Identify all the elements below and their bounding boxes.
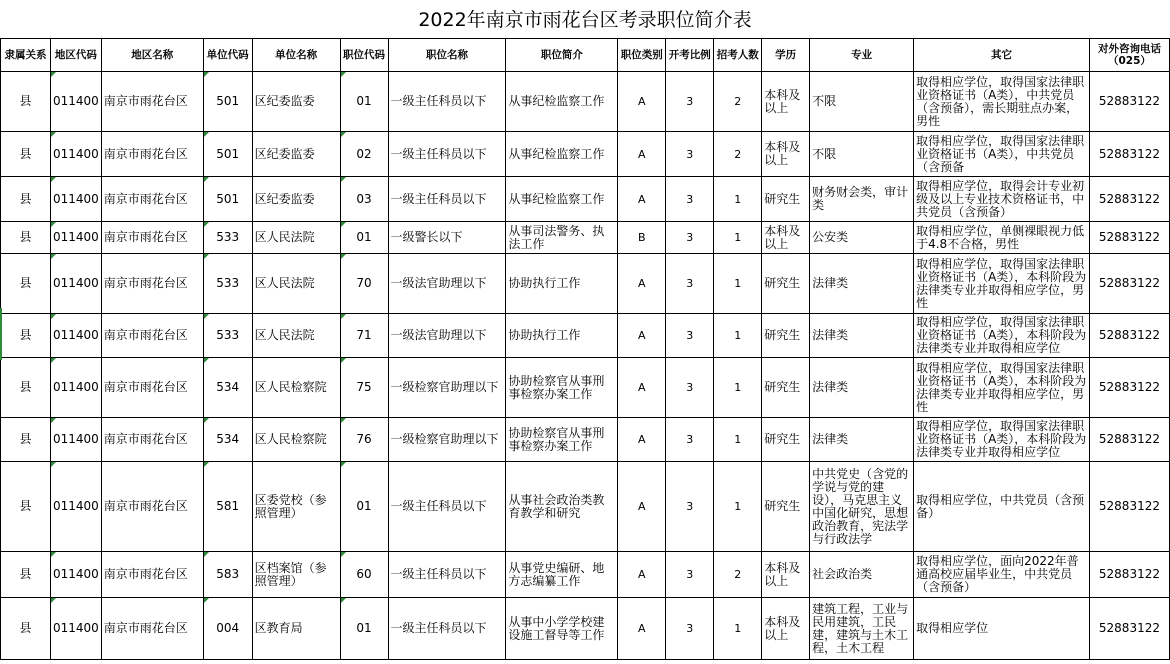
table-cell[interactable]: 011400 <box>50 552 101 598</box>
table-cell[interactable]: 3 <box>666 598 714 660</box>
row-selection-marker <box>0 308 2 360</box>
table-cell[interactable]: 52883122 <box>1089 598 1169 660</box>
table-cell[interactable]: 区人民检察院 <box>252 418 340 462</box>
table-cell[interactable]: 公安类 <box>810 222 914 254</box>
column-header[interactable]: 职位简介 <box>506 39 618 72</box>
table-cell[interactable]: 研究生 <box>762 254 810 314</box>
table-cell[interactable]: 从事司法警务、执法工作 <box>506 222 618 254</box>
table-cell[interactable]: 县 <box>1 552 51 598</box>
table-cell[interactable]: 县 <box>1 72 51 132</box>
table-cell[interactable]: 县 <box>1 462 51 552</box>
table-cell[interactable]: 区纪委监委 <box>252 177 340 222</box>
table-cell[interactable]: 法律类 <box>810 314 914 358</box>
table-cell[interactable]: 2 <box>714 552 762 598</box>
table-cell[interactable]: 533 <box>203 314 252 358</box>
column-header[interactable]: 其它 <box>914 39 1090 72</box>
table-cell[interactable]: 501 <box>203 72 252 132</box>
table-cell[interactable]: 52883122 <box>1089 222 1169 254</box>
table-cell[interactable]: 县 <box>1 254 51 314</box>
table-cell[interactable]: 南京市雨花台区 <box>101 358 203 418</box>
table-cell[interactable]: 2 <box>714 72 762 132</box>
column-header[interactable]: 招考人数 <box>714 39 762 72</box>
table-cell[interactable]: A <box>618 552 666 598</box>
table-cell[interactable]: 52883122 <box>1089 552 1169 598</box>
column-header[interactable]: 单位代码 <box>203 39 252 72</box>
table-cell[interactable]: 011400 <box>50 72 101 132</box>
table-cell[interactable]: 取得相应学位，中共党员（含预备） <box>914 462 1090 552</box>
table-cell[interactable]: 研究生 <box>762 418 810 462</box>
table-cell[interactable]: 取得相应学位，取得国家法律职业资格证书（A类），中共党员（含预备），需长期驻点办案，男性 <box>914 72 1090 132</box>
table-cell[interactable]: 取得相应学位，取得国家法律职业资格证书（A类），本科阶段为法律类专业并取得相应学位 <box>914 418 1090 462</box>
column-header[interactable]: 专业 <box>810 39 914 72</box>
column-header[interactable]: 对外咨询电话（025） <box>1089 39 1169 72</box>
table-cell[interactable]: 一级主任科员以下 <box>388 462 506 552</box>
table-cell[interactable]: 南京市雨花台区 <box>101 177 203 222</box>
table-cell[interactable]: 协助执行工作 <box>506 254 618 314</box>
table-body <box>1 72 1170 660</box>
table-row <box>1 314 1170 358</box>
table-cell[interactable]: A <box>618 418 666 462</box>
table-cell[interactable]: 534 <box>203 418 252 462</box>
table-cell[interactable]: 法律类 <box>810 358 914 418</box>
table-cell[interactable]: 区档案馆（参照管理） <box>252 552 340 598</box>
table-cell[interactable]: 建筑工程，工业与民用建筑，工民建，建筑与土木工程，土木工程 <box>810 598 914 660</box>
table-cell[interactable]: 南京市雨花台区 <box>101 72 203 132</box>
table-cell[interactable]: 3 <box>666 418 714 462</box>
table-cell[interactable]: 法律类 <box>810 418 914 462</box>
table-cell[interactable]: 011400 <box>50 254 101 314</box>
table-cell[interactable]: 52883122 <box>1089 177 1169 222</box>
table-cell[interactable]: A <box>618 177 666 222</box>
table-cell[interactable]: 一级检察官助理以下 <box>388 418 506 462</box>
table-cell[interactable]: 财务财会类，审计类 <box>810 177 914 222</box>
table-cell[interactable]: 3 <box>666 314 714 358</box>
table-cell[interactable]: 从事纪检监察工作 <box>506 132 618 177</box>
table-cell[interactable]: 2 <box>714 132 762 177</box>
table-cell[interactable]: 取得相应学位，取得国家法律职业资格证书（A类），本科阶段为法律类专业并取得相应学位，男性 <box>914 254 1090 314</box>
table-cell[interactable]: 533 <box>203 254 252 314</box>
table-cell[interactable]: 3 <box>666 254 714 314</box>
table-cell[interactable]: 南京市雨花台区 <box>101 222 203 254</box>
table-row <box>1 598 1170 660</box>
table-cell[interactable]: 本科及以上 <box>762 552 810 598</box>
table-cell[interactable]: 一级法官助理以下 <box>388 254 506 314</box>
table-cell[interactable]: 取得相应学位，单侧裸眼视力低于4.8不合格，男性 <box>914 222 1090 254</box>
header-row <box>1 39 1170 72</box>
table-cell[interactable]: 本科及以上 <box>762 132 810 177</box>
table-cell[interactable]: 取得相应学位，取得国家法律职业资格证书（A类），本科阶段为法律类专业并取得相应学位 <box>914 314 1090 358</box>
table-cell[interactable]: 011400 <box>50 598 101 660</box>
table-cell[interactable]: 取得相应学位，面向2022年普通高校应届毕业生，中共党员（含预备） <box>914 552 1090 598</box>
table-cell[interactable]: 县 <box>1 314 51 358</box>
table-cell[interactable]: 研究生 <box>762 177 810 222</box>
table-cell[interactable]: 76 <box>340 418 388 462</box>
table-cell[interactable]: 县 <box>1 598 51 660</box>
table-cell[interactable]: 协助检察官从事刑事检察办案工作 <box>506 418 618 462</box>
table-cell[interactable]: 583 <box>203 552 252 598</box>
table-cell[interactable]: 取得相应学位 <box>914 598 1090 660</box>
table-row <box>1 418 1170 462</box>
table-cell[interactable]: 南京市雨花台区 <box>101 598 203 660</box>
table-cell[interactable]: 一级主任科员以下 <box>388 598 506 660</box>
table-cell[interactable]: 011400 <box>50 462 101 552</box>
table-cell[interactable]: 取得相应学位，取得国家法律职业资格证书（A类），本科阶段为法律类专业并取得相应学位，男性 <box>914 358 1090 418</box>
table-cell[interactable]: 本科及以上 <box>762 598 810 660</box>
column-header[interactable]: 地区代码 <box>50 39 101 72</box>
table-cell[interactable]: 1 <box>714 418 762 462</box>
table-cell[interactable]: 01 <box>340 598 388 660</box>
table-row <box>1 177 1170 222</box>
table-cell[interactable]: 501 <box>203 177 252 222</box>
table-cell[interactable]: A <box>618 462 666 552</box>
table-cell[interactable]: B <box>618 222 666 254</box>
table-cell[interactable]: 区人民法院 <box>252 222 340 254</box>
table-cell[interactable]: 中共党史（含党的学说与党的建设），马克思主义中国化研究，思想政治教育，宪法学与行政法学 <box>810 462 914 552</box>
table-cell[interactable]: 52883122 <box>1089 132 1169 177</box>
table-cell[interactable]: 区教育局 <box>252 598 340 660</box>
table-cell[interactable]: 52883122 <box>1089 314 1169 358</box>
table-row <box>1 552 1170 598</box>
table-cell[interactable]: 1 <box>714 222 762 254</box>
table-cell[interactable]: A <box>618 598 666 660</box>
table-cell[interactable]: 本科及以上 <box>762 72 810 132</box>
table-row <box>1 132 1170 177</box>
table-row <box>1 462 1170 552</box>
table-cell[interactable]: A <box>618 72 666 132</box>
table-cell[interactable]: 52883122 <box>1089 462 1169 552</box>
table-cell[interactable]: 南京市雨花台区 <box>101 462 203 552</box>
table-cell[interactable]: 1 <box>714 177 762 222</box>
table-cell[interactable]: 533 <box>203 222 252 254</box>
table-cell[interactable]: 县 <box>1 177 51 222</box>
table-cell[interactable]: 011400 <box>50 358 101 418</box>
table-cell[interactable]: 区人民检察院 <box>252 358 340 418</box>
table-cell[interactable]: 3 <box>666 177 714 222</box>
table-cell[interactable]: 取得相应学位，取得会计专业初级及以上专业技术资格证书，中共党员（含预备） <box>914 177 1090 222</box>
table-cell[interactable]: 区纪委监委 <box>252 72 340 132</box>
table-cell[interactable]: 从事社会政治类教育教学和研究 <box>506 462 618 552</box>
column-header[interactable]: 职位名称 <box>388 39 506 72</box>
column-header[interactable]: 职位代码 <box>340 39 388 72</box>
table-cell[interactable]: 75 <box>340 358 388 418</box>
table-cell[interactable]: 不限 <box>810 72 914 132</box>
table-cell[interactable]: 研究生 <box>762 358 810 418</box>
table-cell[interactable]: 52883122 <box>1089 72 1169 132</box>
table-cell[interactable]: 县 <box>1 418 51 462</box>
table-cell[interactable]: 60 <box>340 552 388 598</box>
table-cell[interactable]: 研究生 <box>762 314 810 358</box>
table-cell[interactable]: 3 <box>666 72 714 132</box>
table-cell[interactable]: 3 <box>666 462 714 552</box>
column-header[interactable]: 隶属关系 <box>1 39 51 72</box>
column-header[interactable]: 单位名称 <box>252 39 340 72</box>
table-cell[interactable]: 南京市雨花台区 <box>101 314 203 358</box>
table-cell[interactable]: 不限 <box>810 132 914 177</box>
table-row <box>1 358 1170 418</box>
table-cell[interactable]: 1 <box>714 358 762 418</box>
table-cell[interactable]: 1 <box>714 598 762 660</box>
table-cell[interactable]: 南京市雨花台区 <box>101 254 203 314</box>
table-cell[interactable]: 一级主任科员以下 <box>388 132 506 177</box>
table-cell[interactable]: 取得相应学位，取得国家法律职业资格证书（A类），中共党员（含预备 <box>914 132 1090 177</box>
column-header[interactable]: 职位类别 <box>618 39 666 72</box>
table-cell[interactable]: 3 <box>666 222 714 254</box>
table-cell[interactable]: 71 <box>340 314 388 358</box>
table-cell[interactable]: 52883122 <box>1089 418 1169 462</box>
table-cell[interactable]: 011400 <box>50 314 101 358</box>
table-cell[interactable]: 3 <box>666 132 714 177</box>
table-cell[interactable]: 一级警长以下 <box>388 222 506 254</box>
table-cell[interactable]: 区人民法院 <box>252 254 340 314</box>
table-cell[interactable]: 3 <box>666 552 714 598</box>
table-cell[interactable]: 一级检察官助理以下 <box>388 358 506 418</box>
table-cell[interactable]: 协助检察官从事刑事检察办案工作 <box>506 358 618 418</box>
table-cell[interactable]: 南京市雨花台区 <box>101 418 203 462</box>
table-cell[interactable]: 1 <box>714 314 762 358</box>
table-cell[interactable]: 从事中小学学校建设施工督导等工作 <box>506 598 618 660</box>
table-cell[interactable]: 03 <box>340 177 388 222</box>
column-header[interactable]: 开考比例 <box>666 39 714 72</box>
table-cell[interactable]: 011400 <box>50 132 101 177</box>
table-cell[interactable]: 从事纪检监察工作 <box>506 72 618 132</box>
table-row <box>1 254 1170 314</box>
table-cell[interactable]: 一级主任科员以下 <box>388 552 506 598</box>
positions-table <box>0 38 1170 660</box>
table-cell[interactable]: 南京市雨花台区 <box>101 552 203 598</box>
table-cell[interactable]: 本科及以上 <box>762 222 810 254</box>
table-cell[interactable]: 协助执行工作 <box>506 314 618 358</box>
table-cell[interactable]: A <box>618 314 666 358</box>
table-cell[interactable]: 01 <box>340 462 388 552</box>
table-cell[interactable]: 南京市雨花台区 <box>101 132 203 177</box>
table-cell[interactable]: 534 <box>203 358 252 418</box>
table-cell[interactable]: A <box>618 254 666 314</box>
table-cell[interactable]: 区委党校（参照管理） <box>252 462 340 552</box>
table-cell[interactable]: 1 <box>714 462 762 552</box>
table-cell[interactable]: 从事纪检监察工作 <box>506 177 618 222</box>
table-row <box>1 222 1170 254</box>
table-cell[interactable]: 1 <box>714 254 762 314</box>
table-cell[interactable]: 70 <box>340 254 388 314</box>
column-header[interactable]: 地区名称 <box>101 39 203 72</box>
table-cell[interactable]: A <box>618 358 666 418</box>
table-cell[interactable]: 52883122 <box>1089 358 1169 418</box>
table-cell[interactable]: A <box>618 132 666 177</box>
table-row <box>1 72 1170 132</box>
table-cell[interactable]: 一级主任科员以下 <box>388 177 506 222</box>
table-cell[interactable]: 从事党史编研、地方志编纂工作 <box>506 552 618 598</box>
table-cell[interactable]: 004 <box>203 598 252 660</box>
table-cell[interactable]: 法律类 <box>810 254 914 314</box>
table-cell[interactable]: 区人民法院 <box>252 314 340 358</box>
table-cell[interactable]: 区纪委监委 <box>252 132 340 177</box>
table-cell[interactable]: 3 <box>666 358 714 418</box>
table-cell[interactable]: 县 <box>1 132 51 177</box>
table-cell[interactable]: 县 <box>1 222 51 254</box>
table-cell[interactable]: 县 <box>1 358 51 418</box>
table-cell[interactable]: 一级法官助理以下 <box>388 314 506 358</box>
sheet-title: 2022年南京市雨花台区考录职位简介表 <box>418 9 752 31</box>
table-cell[interactable]: 581 <box>203 462 252 552</box>
table-cell[interactable]: 社会政治类 <box>810 552 914 598</box>
table-cell[interactable]: 52883122 <box>1089 254 1169 314</box>
table-cell[interactable]: 011400 <box>50 418 101 462</box>
table-cell[interactable]: 01 <box>340 222 388 254</box>
table-cell[interactable]: 501 <box>203 132 252 177</box>
table-cell[interactable]: 01 <box>340 72 388 132</box>
table-cell[interactable]: 一级主任科员以下 <box>388 72 506 132</box>
column-header[interactable]: 学历 <box>762 39 810 72</box>
table-cell[interactable]: 研究生 <box>762 462 810 552</box>
table-cell[interactable]: 011400 <box>50 177 101 222</box>
table-cell[interactable]: 02 <box>340 132 388 177</box>
table-cell[interactable]: 011400 <box>50 222 101 254</box>
